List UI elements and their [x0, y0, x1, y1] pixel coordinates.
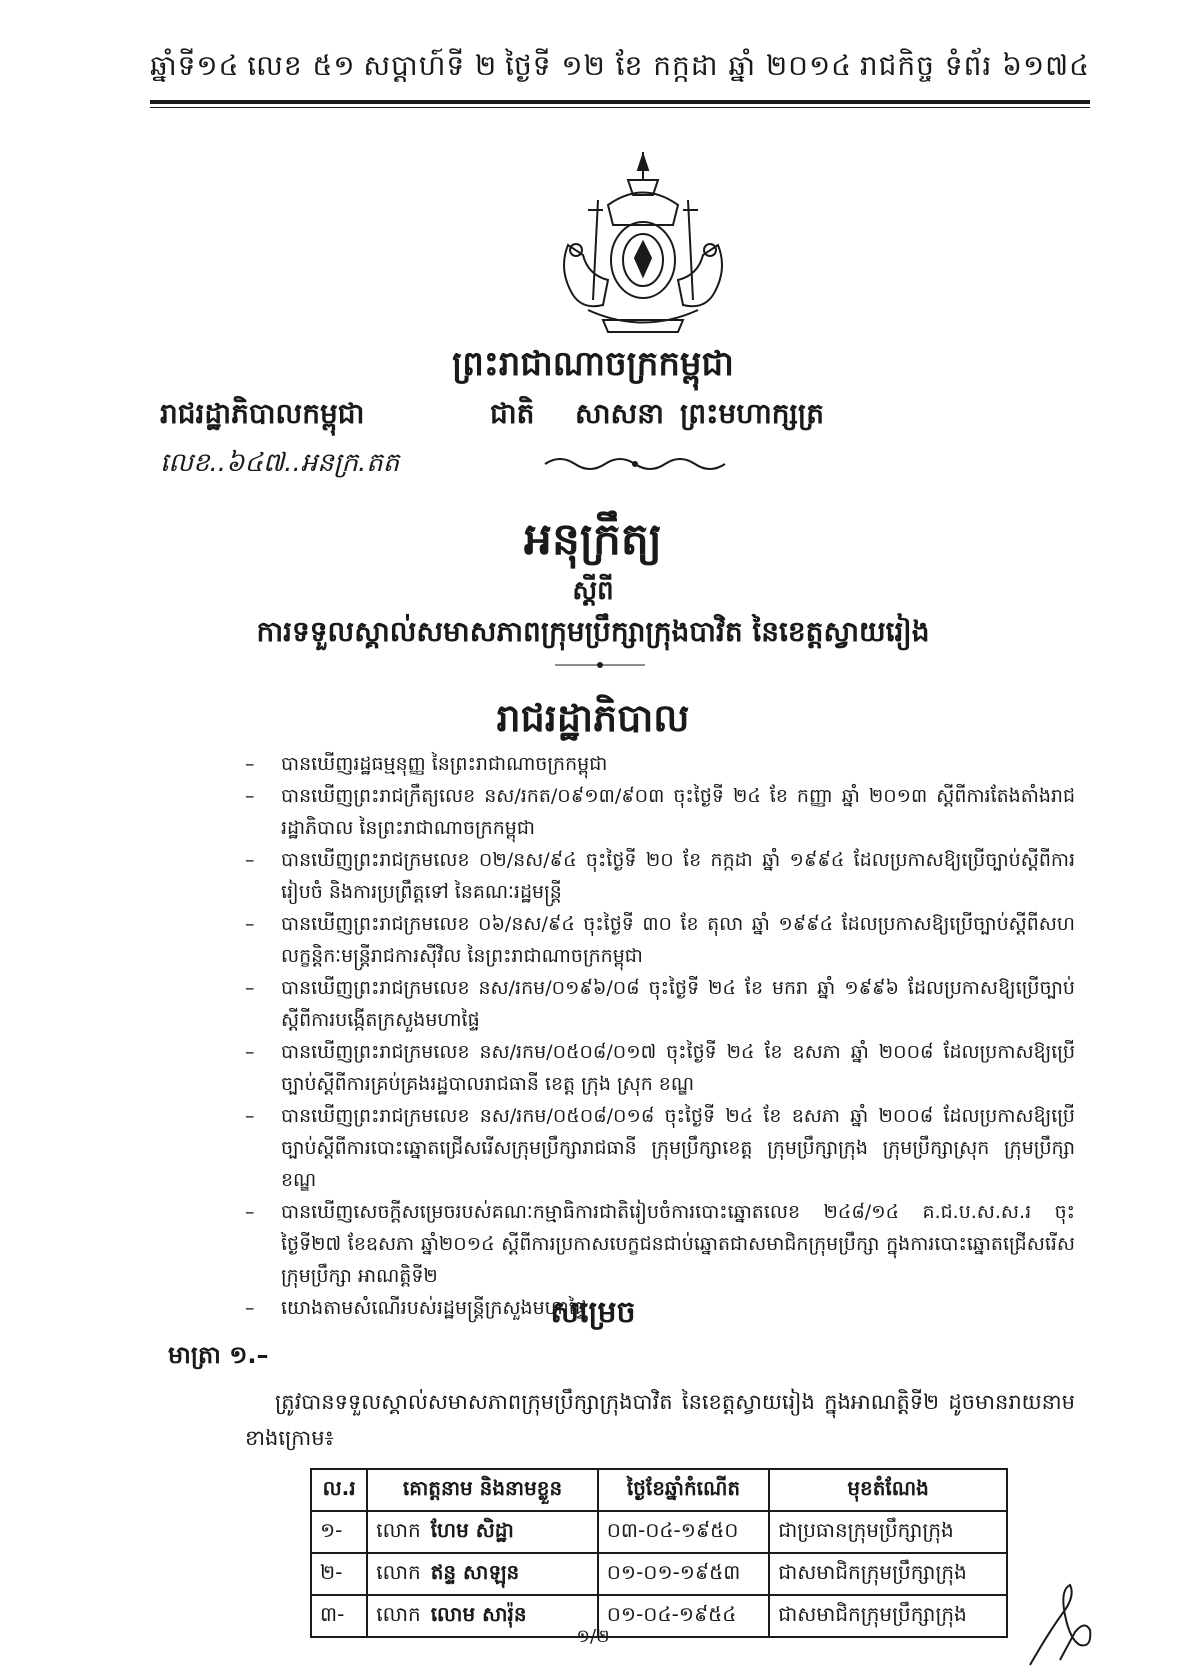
- recitals-list: [245, 748, 1075, 1324]
- member-name: ឥន្ទ សាឡុន: [430, 1560, 520, 1584]
- dash-bullet: –: [245, 1105, 255, 1127]
- members-table: [310, 1468, 1008, 1638]
- dash-bullet: –: [245, 1041, 255, 1063]
- table-header-row: [311, 1469, 1007, 1511]
- page-number: ១/២: [576, 1626, 610, 1647]
- header-rule: [150, 100, 1090, 104]
- ornament-divider-icon: [540, 452, 730, 476]
- table-row: [311, 1553, 1007, 1595]
- column-header-dob: ថ្ងៃខែឆ្នាំកំណើត: [598, 1469, 769, 1511]
- decision-heading: សម្រេច: [550, 1295, 636, 1330]
- recital-item: [245, 780, 1075, 844]
- article-heading: មាត្រា ១.–: [168, 1341, 269, 1369]
- recital-item: [245, 844, 1075, 908]
- motto-nation: ជាតិ: [490, 397, 535, 430]
- recital-item: [245, 1036, 1075, 1100]
- recital-item: [245, 748, 1075, 780]
- signature-icon: [1020, 1570, 1110, 1670]
- honorific: លោក: [376, 1602, 421, 1626]
- subject-divider-icon: [555, 660, 645, 670]
- dash-bullet: –: [245, 1201, 255, 1223]
- motto-religion: សាសនា: [575, 397, 664, 430]
- honorific: លោក: [376, 1518, 421, 1542]
- member-role: ជាសមាជិកក្រុមប្រឹក្សាក្រុង: [769, 1595, 1007, 1637]
- recital-text: បានឃើញព្រះរាជក្រមលេខ នស/រកម/០១៩៦/០៨ ចុះថ្ងៃទី ២៤ ខែ មករា ឆ្នាំ ១៩៩៦ ដែលប្រកាសឱ្យប្រើច្បាប់ស្តីពីការបង្កើតក្រសួងមហាផ្ទៃ: [281, 977, 1075, 1031]
- member-name-cell: [367, 1553, 598, 1595]
- member-role: ជាសមាជិកក្រុមប្រឹក្សាក្រុង: [769, 1553, 1007, 1595]
- dash-bullet: –: [245, 1297, 255, 1319]
- gazette-header: [150, 48, 1090, 89]
- header-date: ថ្ងៃទី ១២ ខែ កក្កដា ឆ្នាំ ២០១៤: [505, 49, 852, 82]
- recital-text: បានឃើញព្រះរាជក្រមលេខ ០២/នស/៩៤ ចុះថ្ងៃទី ២០ ខែ កក្កដា ឆ្នាំ ១៩៩៤ ដែលប្រកាសឱ្យប្រើច្បាប់ស្តីពីការរៀបចំ និងការប្រព្រឹត្តទៅ នៃគណៈរដ្ឋមន្ត្រី: [281, 849, 1075, 903]
- member-name: ហែម សិដ្ឋា: [430, 1518, 514, 1542]
- recital-item: [245, 1196, 1075, 1292]
- recital-text: បានឃើញព្រះរាជក្រមលេខ នស/រកម/០៥០៨/០១៨ ចុះថ្ងៃទី ២៤ ខែ ឧសភា ឆ្នាំ ២០០៨ ដែលប្រកាសឱ្យប្រើច្បាប់ស្តីពីការបោះឆ្នោតជ្រើសរើសក្រុមប្រឹក្សារាជធានី ក្រុមប្រឹក្សាខេត្ត ក្រុមប្រឹក្សាក្រុង ក្រុមប្រឹក្សាស្រុក ក្រុមប្រឹក្សាខណ្ឌ: [281, 1105, 1075, 1191]
- recital-text: បានឃើញព្រះរាជក្រឹត្យលេខ នស/រកត/០៩១៣/៩០៣ ចុះថ្ងៃទី ២៤ ខែ កញ្ញា ឆ្នាំ ២០១៣ ស្តីពីការតែងតាំងរាជរដ្ឋាភិបាល នៃព្រះរាជាណាចក្រកម្ពុជា: [281, 785, 1075, 839]
- recital-text: បានឃើញសេចក្តីសម្រេចរបស់គណៈកម្មាធិការជាតិរៀបចំការបោះឆ្នោតលេខ ២៤៨/១៤ គ.ជ.ប.ស.ស.រ ចុះថ្ងៃទី២៧ ខែឧសភា ឆ្នាំ២០១៤ ស្តីពីការប្រកាសបេក្ខជនជាប់ឆ្នោតជាសមាជិកក្រុមប្រឹក្សា ក្នុងការបោះឆ្នោតជ្រើសរើសក្រុមប្រឹក្សា អាណត្តិទី២: [281, 1201, 1075, 1287]
- recital-text: បានឃើញព្រះរាជក្រមលេខ ០៦/នស/៩៤ ចុះថ្ងៃទី ៣០ ខែ តុលា ឆ្នាំ ១៩៩៤ ដែលប្រកាសឱ្យប្រើច្បាប់ស្តីពីសហលក្ខន្តិកៈមន្ត្រីរាជការស៊ីវិល នៃព្រះរាជាណាចក្រកម្ពុជា: [281, 913, 1075, 967]
- header-volume: ឆ្នាំទី១៤: [150, 49, 240, 82]
- reference-number: លេខ..៦៤៧..អនក្រ.តត: [160, 448, 400, 478]
- header-week: សប្តាហ៍ទី ២: [363, 49, 498, 82]
- document-type: អនុក្រឹត្យ: [524, 514, 662, 565]
- member-role: ជាប្រធានក្រុមប្រឹក្សាក្រុង: [769, 1511, 1007, 1553]
- dash-bullet: –: [245, 849, 255, 871]
- concerning-label: ស្តីពី: [572, 576, 614, 606]
- dash-bullet: –: [245, 977, 255, 999]
- member-name-cell: [367, 1511, 598, 1553]
- row-number: ១-: [311, 1511, 367, 1553]
- table-row: [311, 1511, 1007, 1553]
- recital-item: [245, 1100, 1075, 1196]
- recital-text: បានឃើញព្រះរាជក្រមលេខ នស/រកម/០៥០៨/០១៧ ចុះថ្ងៃទី ២៤ ខែ ឧសភា ឆ្នាំ ២០០៨ ដែលប្រកាសឱ្យប្រើច្បាប់ស្តីពីការគ្រប់គ្រងរដ្ឋបាលរាជធានី ខេត្ត ក្រុង ស្រុក ខណ្ឌ: [281, 1041, 1075, 1095]
- honorific: លោក: [376, 1560, 421, 1584]
- dash-bullet: –: [245, 753, 255, 775]
- government-name: រាជរដ្ឋាភិបាលកម្ពុជា: [160, 397, 365, 430]
- column-header-name: គោត្តនាម និងនាមខ្លួន: [367, 1469, 598, 1511]
- member-name: លោម សារ៉ុន: [430, 1602, 527, 1626]
- column-header-role: មុខតំណែង: [769, 1469, 1007, 1511]
- header-rule-thin: [150, 107, 1090, 108]
- dash-bullet: –: [245, 785, 255, 807]
- royal-emblem-icon: [548, 150, 738, 340]
- member-dob: ០១-០៤-១៩៥៤: [598, 1595, 769, 1637]
- member-dob: ០៣-០៤-១៩៥០: [598, 1511, 769, 1553]
- row-number: ២-: [311, 1553, 367, 1595]
- recital-item: [245, 908, 1075, 972]
- article-body: ត្រូវបានទទួលស្គាល់សមាសភាពក្រុមប្រឹក្សាក្រុងបាវិត នៃខេត្តស្វាយរៀង ក្នុងអាណត្តិទី២ ដូចមានរាយនាមខាងក្រោម៖: [245, 1390, 1075, 1450]
- recital-item: [245, 972, 1075, 1036]
- column-header-number: ល.រ: [311, 1469, 367, 1511]
- member-dob: ០១-០១-១៩៥៣: [598, 1553, 769, 1595]
- header-issue: លេខ ៥១: [247, 49, 356, 82]
- header-page-ref: រាជកិច្ច ទំព័រ ៦១៧៤: [859, 49, 1090, 82]
- recital-text: បានឃើញរដ្ឋធម្មនុញ្ញ នៃព្រះរាជាណាចក្រកម្ពុជា: [281, 753, 608, 775]
- dash-bullet: –: [245, 913, 255, 935]
- issuing-authority: រាជរដ្ឋាភិបាល: [496, 696, 690, 740]
- row-number: ៣-: [311, 1595, 367, 1637]
- recital-text: យោងតាមសំណើរបស់រដ្ឋមន្ត្រីក្រសួងមហាផ្ទៃ: [281, 1297, 587, 1319]
- document-subject: ការទទួលស្គាល់សមាសភាពក្រុមប្រឹក្សាក្រុងបាវិត នៃខេត្តស្វាយរៀង: [256, 615, 930, 648]
- motto-king: ព្រះមហាក្សត្រ: [680, 397, 824, 430]
- kingdom-title: ព្រះរាជាណាចក្រកម្ពុជា: [452, 344, 734, 384]
